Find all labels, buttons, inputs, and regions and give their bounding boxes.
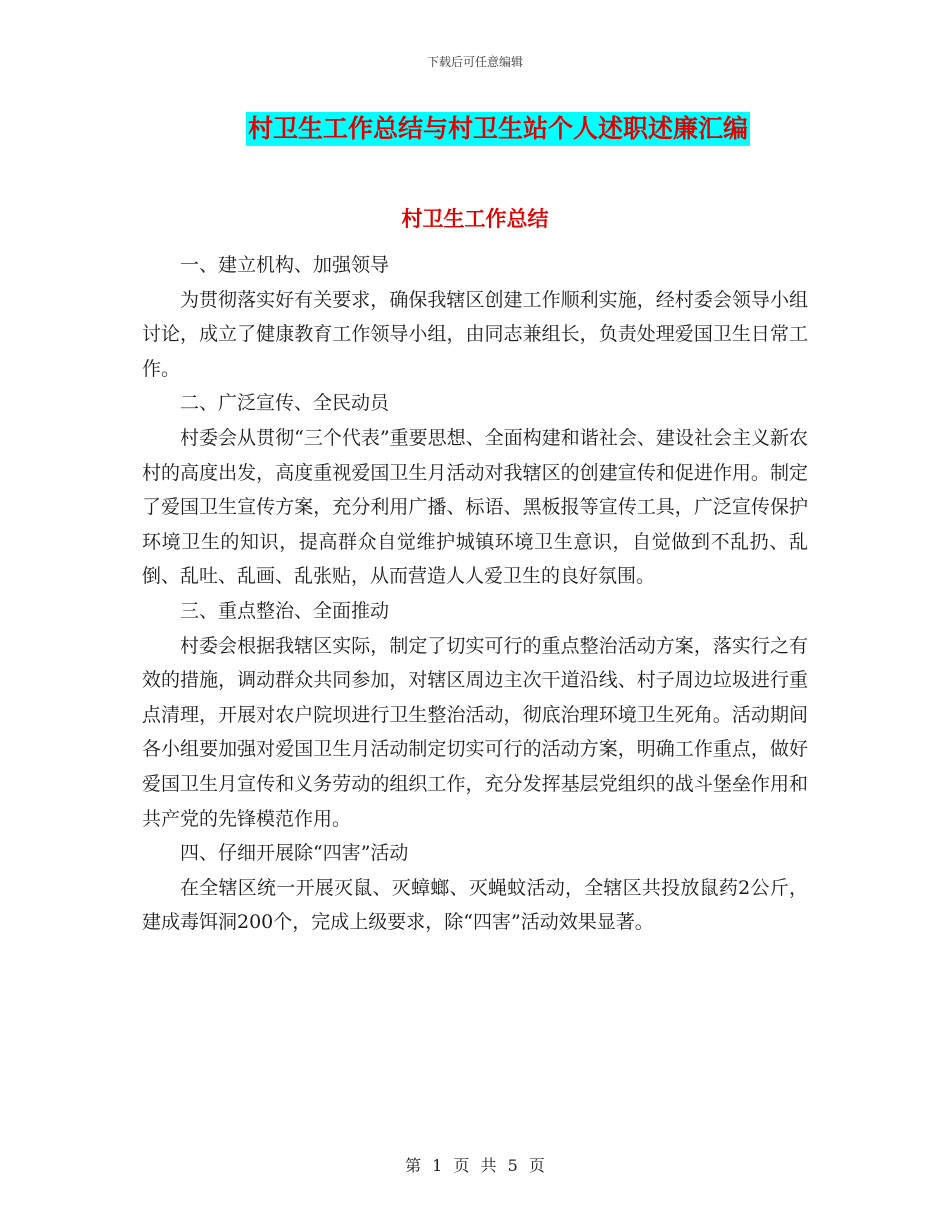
header-note: 下载后可任意编辑 (426, 55, 523, 69)
section-title: 村卫生工作总结 (401, 206, 549, 231)
paragraph-4: 在全辖区统一开展灭鼠、灭蟑螂、灭蝇蚊活动，全辖区共投放鼠药2公斤，建成毒饵洞200个，完成上级要求，除“四害”活动效果显著。 (142, 876, 808, 934)
heading-3: 三、重点整治、全面推动 (180, 599, 390, 622)
page-footer: 第 1 页 共 5 页 (405, 1156, 545, 1175)
paragraph-1: 为贯彻落实好有关要求，确保我辖区创建工作顺利实施，经村委会领导小组讨论，成立了健康教育工作领导小组，由同志兼组长，负责处理爱国卫生日常工作。 (142, 288, 808, 380)
heading-2: 二、广泛宣传、全民动员 (180, 392, 390, 415)
document-title (0, 112, 950, 146)
paragraph-2: 村委会从贯彻“三个代表”重要思想、全面构建和谐社会、建设社会主义新农村的高度出发，高度重视爱国卫生月活动对我辖区的创建宣传和促进作用。制定了爱国卫生宣传方案，充分利用广播、标语、黑板报等宣传工具，广泛宣传保护环境卫生的知识，提高群众自觉维护城镇环境卫生意识，自觉做到不乱扔、乱倒、乱吐、乱画、乱张贴，从而营造人人爱卫生的良好氛围。 (142, 426, 808, 588)
paragraph-3: 村委会根据我辖区实际，制定了切实可行的重点整治活动方案，落实行之有效的措施，调动群众共同参加，对辖区周边主次干道沿线、村子周边垃圾进行重点清理，开展对农户院坝进行卫生整治活动，彻底治理环境卫生死角。活动期间各小组要加强对爱国卫生月活动制定切实可行的活动方案，明确工作重点，做好爱国卫生月宣传和义务劳动的组织工作，充分发挥基层党组织的战斗堡垒作用和共产党的先锋模范作用。 (142, 634, 808, 830)
heading-4: 四、仔细开展除“四害”活动 (180, 842, 409, 865)
document-title-text: 村卫生工作总结与村卫生站个人述职述廉汇编 (246, 112, 750, 146)
heading-1: 一、建立机构、加强领导 (180, 254, 390, 276)
body-text (142, 248, 808, 940)
